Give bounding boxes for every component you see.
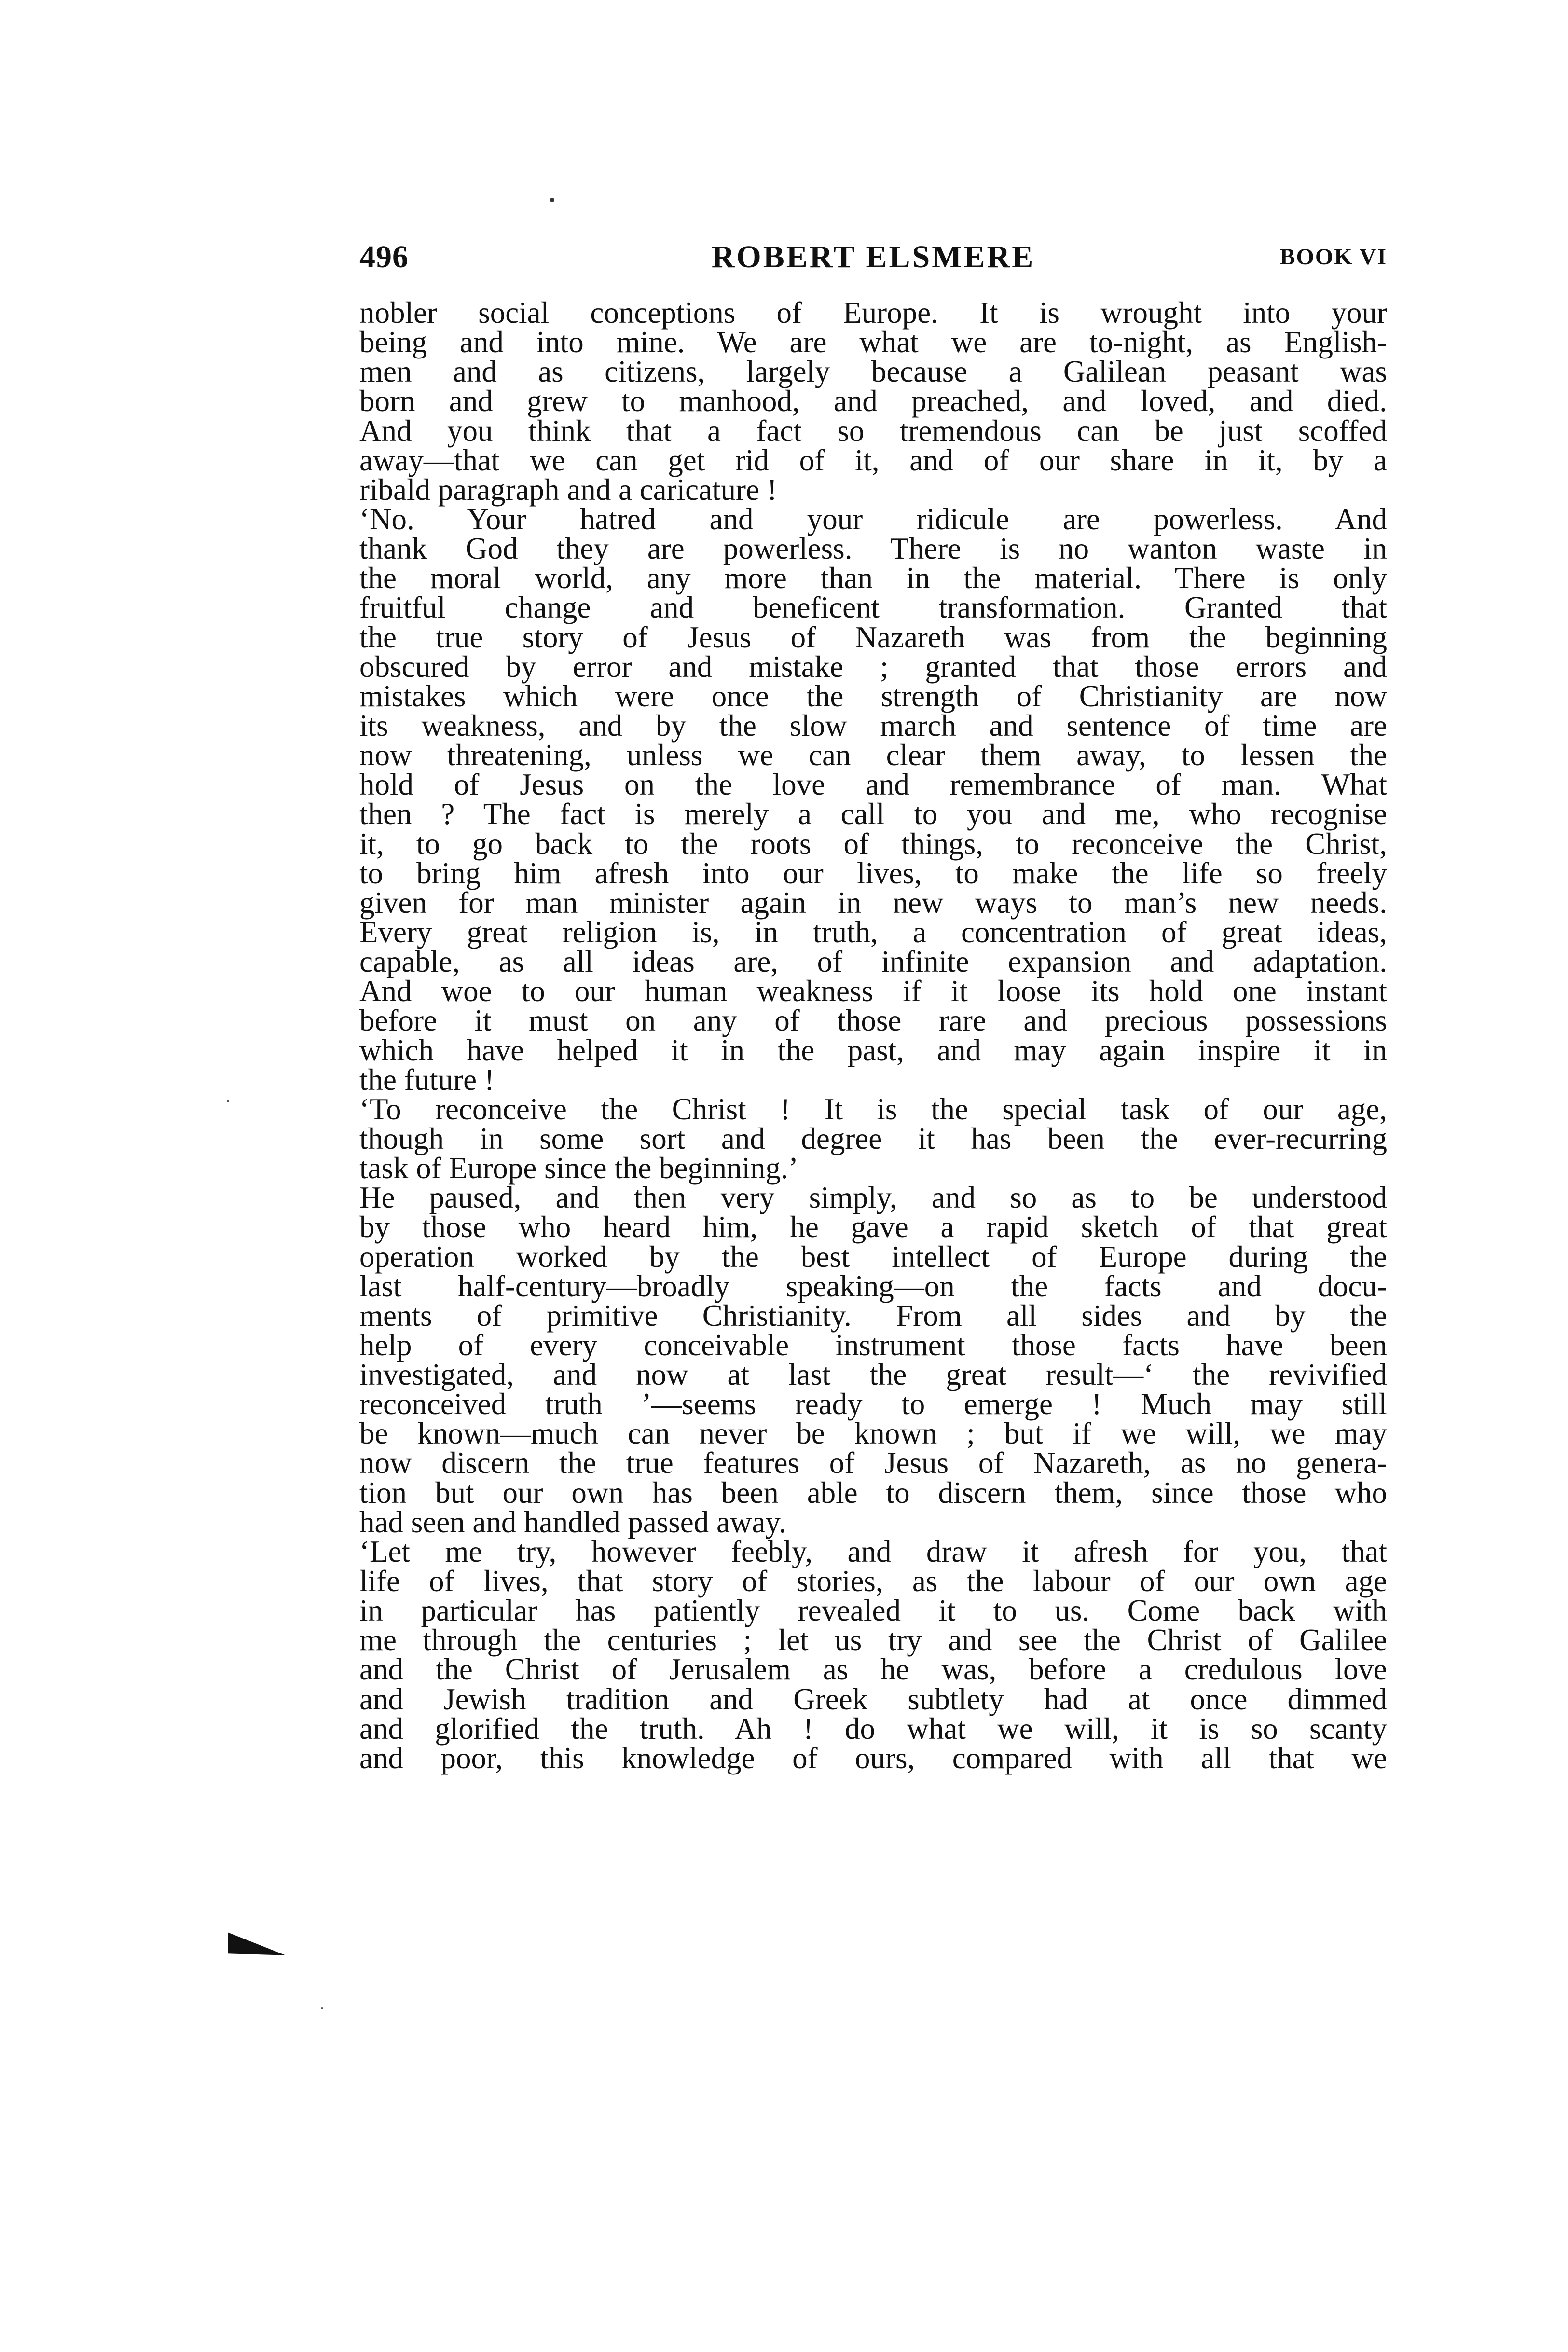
text-line: and the Christ of Jerusalem as he was, before a credulous love	[359, 1652, 1387, 1687]
text-line: the future !	[359, 1062, 495, 1097]
text-line: mistakes which were once the strength of Christianity are now	[359, 679, 1387, 713]
page-number: 496	[359, 239, 409, 275]
text-line: fruitful change and beneficent transformation. Granted that	[359, 591, 1387, 625]
ink-dot	[550, 198, 554, 202]
text-line: now threatening, unless we can clear them away, to lessen the	[359, 738, 1387, 772]
text-line: the true story of Jesus of Nazareth was from the beginning	[359, 620, 1387, 654]
text-line: by those who heard him, he gave a rapid sketch of that great	[359, 1210, 1387, 1244]
text-line: and glorified the truth. Ah ! do what we will, it is so scanty	[359, 1711, 1387, 1746]
text-line: task of Europe since the beginning.’	[359, 1151, 798, 1185]
text-line: nobler social conceptions of Europe. It is wrought into your	[359, 296, 1387, 330]
text-line: be known—much can never be known ; but if we will, we may	[359, 1417, 1387, 1451]
text-line: its weakness, and by the slow march and sentence of time are	[359, 708, 1387, 743]
text-line: me through the centuries ; let us try and see the Christ of Galilee	[359, 1623, 1387, 1657]
text-line: investigated, and now at last the great result—‘ the revivified	[359, 1358, 1387, 1392]
text-line: And woe to our human weakness if it loose its hold one instant	[359, 974, 1387, 1008]
text-line: capable, as all ideas are, of infinite expansion and adaptation.	[359, 945, 1387, 979]
text-line: to bring him afresh into our lives, to make the life so freely	[359, 856, 1387, 890]
text-line: ribald paragraph and a caricature !	[359, 472, 777, 507]
text-line: ‘To reconceive the Christ ! It is the special task of our age,	[359, 1092, 1387, 1126]
text-line: last half-century—broadly speaking—on the facts and docu-	[359, 1269, 1387, 1303]
text-line: men and as citizens, largely because a Galilean peasant was	[359, 355, 1387, 389]
text-line: had seen and handled passed away.	[359, 1505, 786, 1539]
text-line: obscured by error and mistake ; granted that those errors and	[359, 649, 1387, 684]
margin-speck	[227, 1100, 229, 1102]
text-line: help of every conceivable instrument those facts have been	[359, 1328, 1387, 1362]
text-line: though in some sort and degree it has been the ever-recurring	[359, 1121, 1387, 1155]
text-line: given for man minister again in new ways to man’s new needs.	[359, 885, 1387, 920]
text-line: born and grew to manhood, and preached, and loved, and died.	[359, 384, 1387, 418]
page-header	[359, 235, 1387, 279]
text-line: being and into mine. We are what we are to-night, as English-	[359, 325, 1387, 359]
book-label: BOOK VI	[1279, 244, 1387, 270]
text-line: in particular has patiently revealed it to us. Come back with	[359, 1594, 1387, 1628]
text-line: and poor, this knowledge of ours, compared with all that we	[359, 1741, 1387, 1775]
running-title: ROBERT ELSMERE	[711, 239, 1035, 275]
text-line: the moral world, any more than in the material. There is only	[359, 561, 1387, 595]
text-line: tion but our own has been able to discern them, since those who	[359, 1475, 1387, 1510]
margin-speck	[321, 2007, 323, 2009]
text-line: which have helped it in the past, and may again inspire it in	[359, 1033, 1387, 1067]
text-line: then ? The fact is merely a call to you and me, who recognise	[359, 797, 1387, 831]
text-line: He paused, and then very simply, and so as to be understood	[359, 1181, 1387, 1215]
text-line: and Jewish tradition and Greek subtlety had at once dimmed	[359, 1682, 1387, 1716]
body-text	[359, 298, 1387, 1773]
text-line: Every great religion is, in truth, a concentration of great ideas,	[359, 915, 1387, 949]
text-line: reconceived truth ’—seems ready to emerge ! Much may still	[359, 1387, 1387, 1421]
text-line: before it must on any of those rare and precious possessions	[359, 1004, 1387, 1038]
text-line: And you think that a fact so tremendous can be just scoffed	[359, 413, 1387, 448]
text-line: ments of primitive Christianity. From all sides and by the	[359, 1298, 1387, 1333]
text-line: hold of Jesus on the love and remembrance of man. What	[359, 768, 1387, 802]
text-line: it, to go back to the roots of things, to reconceive the Christ,	[359, 826, 1387, 861]
text-line: ‘Let me try, however feebly, and draw it afresh for you, that	[359, 1534, 1387, 1568]
text-line: operation worked by the best intellect of Europe during the	[359, 1239, 1387, 1274]
text-line: now discern the true features of Jesus of Nazareth, as no genera-	[359, 1446, 1387, 1480]
text-line: away—that we can get rid of it, and of our share in it, by a	[359, 443, 1387, 477]
text-line: ‘No. Your hatred and your ridicule are powerless. And	[359, 502, 1387, 536]
arrow-marker-icon	[228, 1932, 286, 1966]
text-line: life of lives, that story of stories, as the labour of our own age	[359, 1564, 1387, 1598]
text-line: thank God they are powerless. There is no wanton waste in	[359, 532, 1387, 566]
